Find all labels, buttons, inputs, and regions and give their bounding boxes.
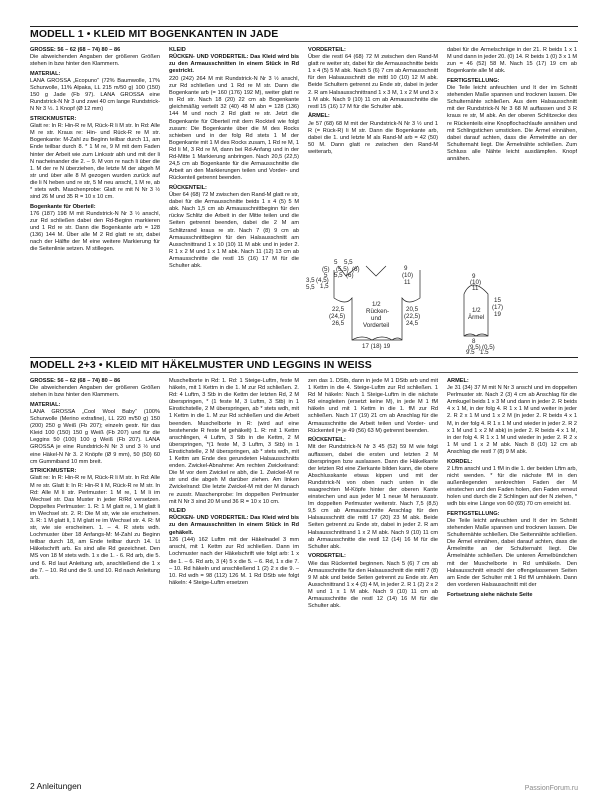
model1-col4 [447, 47, 577, 247]
model1-col3 [308, 47, 438, 165]
sleeve-label-95a: (9,5) [468, 344, 481, 351]
model1-heading: MODELL 1 • KLEID MIT BOGENKANTEN IN JADE [30, 26, 578, 42]
model1-back-text: Über 64 (68) 72 M zwischen den Rand-M glatt re str, dabei für die Armausschnitte beids 1 x 4 (5) 5 M abk. Nach 1,5 cm ab Armausschnittbeginn für den rückw Schlitz die Arbeit in der Mitte teilen und die Seiten getrennt beenden, dabei die 2 M am Schlitzrand kraus re str. Nach 7 (8) 9 cm ab Armausschnittbeginn für den Halsausschnitt am Ausschnittrand 1 x 10 (10) 11 M abk und in jeder 2. R 1 x 2 M und 1 x 1 M abk. Nach 11 (12) 13 cm ab Armausschnitte die restl 15 (16) 17 M für die Schulter abk. [169, 192, 299, 269]
model1-finish-title: FERTIGSTELLUNG: [447, 77, 500, 84]
model1-front-title: VORDERTEIL: [308, 47, 346, 53]
label-half: 1/2 [372, 301, 381, 308]
sleeve-label-9: 9 [472, 273, 476, 280]
model23-finish-text: Die Teile leicht anfeuchten und lt der im Schnitt stehenden Maße spannen und trocknen lassen. Die Schulternähte schließen. Die Seitennähte schließen. Die Ärmel einnähen, dabei darauf achten, dass die Ärmelmitte an der Schulternaht liegt. Die Ärmelnähte schließen. Die unteren Ärmelbündchen mit der Muschelborte in Rd umhäkeln. Den Halsausschnitt einschl der offengelassenen Seiten am Ende der Schulter mit 1 Rd fM umhäkeln. Dann den vorderen Halsausschnitt mit der [447, 517, 577, 588]
model1-kleid-subtitle: RÜCKEN- UND VORDERTEIL: Das Kleid wird bis zu den Armausschnitten in einem Stück in Rd gestrickt. [169, 54, 299, 75]
model1-size-title: GRÖSSE: 56 – 62 (68 – 74) 80 – 86 [30, 47, 121, 53]
model1-stitch-title: STRICKMUSTER: [30, 116, 77, 123]
label-vorderteil: Vorderteil [363, 322, 390, 329]
model1-stitch-text: Glatt re: In R: Hin-R re M, Rück-R li M str. In Rd: Alle M re str. Kraus re: Hin- und Rück-R re M str. Bogenkante: M-Zahl zu Beginn teilbar durch 11, am Ende teilbar durch 8. * 1 M re, 9 M mit dem Faden hinter der Arbeit wie zum Linksstr abh und mit der li N nacheinander die 2. – 9. M von re nach li über die 1. M der re N überziehen, die letzte M der abgeh M str und über alle 8 M gezogen wurden zurück auf die li N heben und re str, 5 M neu anschl, 1 M re, ab * stets wdh. Maschenprobe: Glatt re mit N Nr 3 ½ sind 26 M und 35 R = 10 x 10 cm. [30, 123, 160, 201]
model1-front-text: Über die restl 64 (68) 72 M zwischen den Rand-M glatt re weiter str, dabei für die Armausschnitte beids 1 x 4 (5) 5 M abk. Nach 5 (6) 7 cm ab Armausschnitt für den Halsausschnitt die mittl 10 (10) 12 M abk. Beide Schultern getrennt zu Ende str, dabei in jeder 2. R am Halsausschnittrand 1 x 3 M, 1 x 2 M und 3 x 1 M abk. Nach 9 (10) 11 cm ab Armausschnitte die restl 15 (16) 17 M für die Schulter abk. [308, 54, 438, 110]
label-5c: 5 [324, 272, 328, 279]
model1-size-text: Die abweichenden Angaben der größeren Größen stehen in bzw hinter den Klammern. [30, 54, 160, 68]
label-ruecken: Rücken- [366, 308, 390, 315]
label-245b: 24,5 [406, 320, 419, 327]
model1-bogen-title: Bogenkante für Oberteil: [30, 203, 96, 210]
sleeve-label-19: 19 [494, 311, 501, 318]
model23-kordel-text: 2 Lftm anschl und 1 fM in die 1. der beiden Lftm arb, nicht wenden. * für die nächste fM in den außenliegenden senkrechten Faden der M einstechen und den Faden holen, den Faden erneut holen und durch die 2 Schlingen auf der N ziehen, * wdh bis eine Länge von 60 (65) 70 cm erreicht ist. [447, 465, 577, 508]
model23-col3 [308, 378, 438, 776]
model23-size-title: GRÖSSE: 56 – 62 (68 – 74) 80 – 86 [30, 378, 121, 384]
label-205: 20,5 [406, 306, 419, 313]
model1-col2 [169, 47, 299, 347]
sleeve-label-05: (0,5) [482, 344, 495, 351]
sleeve-label-10: (10) [470, 279, 482, 286]
model23-col1 [30, 378, 160, 776]
model23-heading: MODELL 2+3 • KLEID MIT HÄKELMUSTER UND LEGGINS IN WEISS [30, 357, 578, 373]
model1-sleeve-title: ÄRMEL: [308, 113, 330, 120]
sleeve-label-aermel: Ärmel [468, 314, 485, 321]
model1-bogen-text: 176 (187) 198 M mit Rundstrick-N Nr 3 ½ anschl, zur Rd schließen dabei den Rd-Beginn markieren und 1 Rd re str. Dann die Bogenkante arb = 128 (136) 144 M. Über alle M 2 Rd glatt re str, dabei nach der Hälfte der M eine weitere Markierung für die Seitenlinie setzen. M stillegen. [30, 210, 160, 253]
model1-material-title: MATERIAL: [30, 70, 61, 77]
label-35: 3,5 [306, 277, 315, 284]
label-17a: 17 (18) 19 [362, 343, 391, 350]
model23-kleid-text: 126 (144) 162 Luftm mit der Häkelnadel 3 mm anschl, mit 1 Kettm zur Rd schließen. Dann im Lochmuster nach der Häkelschrift wie folgt arb: 1 x die 1. – 6. Rd arb, 3 (4) 5 x die 5. – 6. Rd, 1 x die 7. – 10. Rd häkeln und anschließend 1 (2) 2 x die 9. – 10. Rd wdh = 98 (112) 126 M. 1 Rd DStb wie folgt häkeln: 4 Steige-Luftm ersetzen [169, 537, 299, 586]
schnitt-body-diagram [306, 258, 436, 350]
model23-sleeve-title: ÄRMEL: [447, 378, 469, 384]
model23-front-title: VORDERTEIL: [308, 553, 346, 560]
label-15a: 1,5 [320, 283, 329, 290]
model23-columns [30, 378, 578, 776]
model23-stitch-title: STRICKMUSTER: [30, 468, 77, 475]
model23-back-text: Mit der Rundstrick-N Nr 3 45 (52) 59 M wie folgt auffassen, dabei die ersten und letzten 2 M überspringen bzw auslassen. Dann die Häkelkante der letzten Rd eine Zierkante bilden kann, die obere Abschlusskante etwas kippen und mit der Rundstrick-N von oben nach unten in die waagrechten M-Köpfe hinter der oberen Kante einstechen und aus jeder M 1 neue M heraussstr. Im doppelten Perlmuster weiterstr. Nach 7,5 (8,5) 9,5 cm ab Armausschnitte Anschlag für den Halsausschnitt die mittl 17 (20) 23 M abk. Beide Seiten getrennt zu Ende str, dabei in jeder 2. R am Halsausschnittrand 1 x 2 M abk. Nach 9 (10) 11 cm ab Armausschnitte die restl 12 (14) 16 M für die Schulter abk. [308, 444, 438, 550]
model1-back-title: RÜCKENTEIL: [169, 184, 207, 191]
label-10a: (10) [402, 272, 414, 279]
model1-kleid-title: KLEID [169, 47, 186, 53]
label-5a: 5 [334, 259, 338, 266]
label-5b: (5) [322, 266, 330, 273]
model23-col4 [447, 378, 577, 776]
model23-continue: Fortsetzung siehe nächste Seite [447, 591, 533, 598]
model23-material-title: MATERIAL: [30, 401, 61, 408]
model23-size-text: Die abweichenden Angaben der größeren Größen stehen in bzw hinter den Klammern. [30, 385, 160, 399]
model23-stitch-text: Glatt re: In R: Hin-R re M, Rück-R li M str. In Rd: Alle M re str. Glatt li: In R: Hin-R li M, Rück-R re M str. In Rd: Alle M li str. Perlmuster: 1 M re, 1 M li im Wechsel str. Das Muster in jeder R/Rd versetzen. Doppeltes Perlmuster: 1. R: 1 M glatt re, 1 M glatt li im Wechsel str. 2. R: Die M str, wie sie erscheinen. 3. R: 1 M glatt li, 1 M glatt re im Wechsel str. 4. R: M str, wie sie erscheinen. 1. – 4. R stets wdh. Lochmuster über 18 Anfangs-M: M-Zahl zu Beginn teilbar durch 18, am Ende teilbar durch 14. Lt Häkelschrift arb. Es sind alle Rd gezeichnet. Den MS von 18 M stets wdh. 1 x die 1. - 6. Rd arb, die 5. und 6. Rd laut Anleitung arb, anschließend die 1 x die 7. – 10. Rd und die 9. und 10. Rd nach Anleitung arb. [30, 475, 160, 581]
watermark: PassionForum.ru [524, 785, 578, 792]
label-55c: 5,5 [334, 272, 343, 279]
label-55b: (5,5) [336, 266, 349, 273]
model23-back-title: RÜCKENTEIL: [308, 437, 346, 444]
label-11a: 11 [404, 279, 411, 286]
label-225b: (22,5) [404, 313, 421, 320]
sleeve-label-15b: 1,5 [480, 349, 489, 354]
label-55d: 5,5 [306, 284, 315, 291]
model1-finish-text: Die Teile leicht anfeuchten und lt der im Schnitt stehenden Maße spannen und trocknen lassen. Die Schulternähte schließen. Aus dem Halsausschnitt mit der Rundstrick-N Nr 3 68 M auffassen und 3 R kraus re str, M abk. An der oberen Schlitzecke des re Rückenteils eine Knopflochschlaufe annähen und mit Schlingstichen umsticken. Die Ärmel einnähen, dabei darauf achten, dass die Ärmelmitte an der Schulternaht liegt. Die Ärmelnähte schließen. Zum Schluss alle Nähte leicht ausdämpfen. Knopf annähen. [447, 85, 577, 162]
schnitt-sleeve-diagram [436, 272, 522, 354]
label-6a: (6) [352, 266, 360, 273]
model23-material-text: LANA GROSSA „Cool Wool Baby“ (100% Schurwolle (Merino extrafine), LL 220 m/50 g) 150 (200) 250 g Weiß (Fb 207); einzeln gestr. für das Kleid 100 (150) 150 g Weiß (Fb 207) und für die Leggins 50 (100) 100 g Weiß (Fb 207). LANA GROSSA je eine Rundstrick-N Nr 3 und 3 ½ und eine Häkel-N Nr 3. 2 Knöpfe (Ø 9 mm), 50 (50) 60 cm Gummiband 10 mm breit. [30, 408, 160, 465]
sleeve-label-8: 8 [472, 338, 476, 345]
label-9a: 9 [404, 265, 408, 272]
sleeve-label-15: 15 [494, 297, 501, 304]
sleeve-label-17: (17) [492, 304, 504, 311]
model1-col1 [30, 47, 160, 347]
model23-sleeve-text: Je 31 (34) 37 M mit N Nr 3 anschl und im doppelten Perlmuster str. Nach 2 (3) 4 cm ab Anschlag für die Armkugel beids 1 x 3 M und dann in jeder 2. R beids 4 x 1 M, in der folg 4. R 1 x 1 M und weiter in jeder 2. R 2 x 1 M und 1 x 2 M (in jeder 2. R beids 4 x 1 M, in der folg 4. R 1 x 1 M und wieder in jeder 2. R 2 x 1 M und 1 x 2 M abk) in jeder 2. R beids 4 x 1 M, in der folg 4. R 1 x 1 M und wieder in jeder 2. R 2 x 1 M und 1 x 2 M abk. Nach 8 (10) 12 cm ab Anschlag die restl 7 (8) 9 M abk. [447, 385, 577, 455]
page-label: Anleitungen [36, 781, 82, 791]
label-55a: 5,5 [344, 259, 353, 266]
model1-kleid-text: 220 (242) 264 M mit Rundstrick-N Nr 3 ½ anschl, zur Rd schließen und 1 Rd re M str. Dann die Bogenkante arb (= 160 (176) 192 M), weiter glatt re in Rd str. Nach 18 (20) 22 cm ab Bogenkante gleichmäßig verteilt 32 (40) 48 M abn = 128 (136) 144 M und noch 2 Rd glatt re str. Jetzt die Bogenkante für Oberteil mit dem Rockteil wie folgt zusam: Die Bogenkante über die M des Rocks schieben und in der folg Rd stets 1 M der Bogenkante mit 1 M des Rocks zusam, 1 Rd re M, 1 Rd li M, 3 Rd re M, dann bei Rd-Anfang und in der Rd-Mitte 1 Markierung anbringen. Nach 20,5 (22,5) 24,5 cm ab Bogenkante für die Armausschnitte die Arbeit an den Markierungen teilen und Vorder- und Rückenteil getrennt beenden. [169, 75, 299, 182]
sleeve-label-11: 11 [472, 285, 479, 292]
model1-material-text: LANA GROSSA „Ecopuno“ (72% Baumwolle, 17% Schurwolle, 11% Alpaka, LL 215 m/50 g) 100 (150) 150 g Jade (Fb 97). LANA GROSSA eine Rundstrick-N Nr 3 und zwei 40 cm lange Rundstrick-N Nr 3 ½. 1 Knopf (Ø 12 mm) [30, 77, 160, 113]
label-und: und [371, 315, 382, 322]
page-number: 2 [30, 781, 35, 791]
label-245: (24,5) [329, 313, 346, 320]
label-6b: (6) [346, 272, 354, 279]
model1-col4-text: dabei für die Ärmelschräge in der 21. R beids 1 x 1 M und dann in jeder 20. (0) 14. R beids 1 (0) 3 x 1 M zun = 46 (52) 58 M. Nach 15 (17) 19 cm ab Bogenkante alle M abk. [447, 47, 577, 75]
label-45: (4,5) [316, 277, 329, 284]
model23-finish-title: FERTIGSTELLUNG: [447, 510, 500, 517]
model23-col3-text: zen das 1. DStb, dann in jede M 1 DStb arb und mit 1 Kettm in die 4. Steige-Luftm zur Rd schließen. 1 Rd M häkeln: Nach 1 Steige-Luftm in die nächste Rd einsgleiten (ersetzt keine M), in jede M 1 fM häkeln und mit 1 Kettm in die 1. fM zur Rd schließen. Nach 17 (19) 21 cm ab Anschlag für die Armausschnitte die Arbeit teilen und Vorder- und Rückenteil (= je 49 (56) 63 M) getrennt beenden. [308, 378, 438, 434]
sleeve-label-95b: 9,5 [466, 349, 475, 354]
page-footer [30, 781, 82, 791]
model23-kordel-title: KORDEL: [447, 458, 473, 465]
sleeve-label-half: 1/2 [472, 307, 481, 314]
model23-front-text: Wie das Rückenteil beginnen. Nach 5 (6) 7 cm ab Armausschnitte für den Halsausschnitt die mittl 7 (8) 9 M abk und beide Seiten getrennt zu Ende str. Am Ausschnittrand 1 x 4 (3) 4 M, in jeder 2. R 1 (2) 2 x 2 M und 1 x 1 M abk. Nach 9 (10) 11 cm ab Armausschnitte die restl 12 (14) 16 M für die Schulter abk. [308, 560, 438, 610]
model23-col2 [169, 378, 299, 776]
model23-kleid-title: KLEID [169, 508, 186, 515]
label-225: 22,5 [332, 306, 345, 313]
model23-kleid-subtitle: RÜCKEN- UND VORDERTEIL: Das Kleid wird bis zu den Armausschnitten in einem Stück in Rd gehäkelt. [169, 515, 299, 536]
label-265: 26,5 [332, 320, 345, 327]
model1-sleeve-text: Je 57 (68) 68 M mit der Rundstrick-N Nr 3 ½ und 1 R (= Rück-R) li M str. Dann die Bogenkante arb, dabei die 1. und letzte M als Rand-M arb = 42 (50) 50 M. Dann glatt re zwischen den Rand-M weiterarb, [308, 120, 438, 155]
model23-col2-text: Muschelborte in Rd: 1. Rd: 1 Steige-Luftm, feste M häkeln, mit 1 Kettm in die 1. M zur Rd schließen. 2. Rd: 4 Luftm, 3 Stb in die Kettm der letzten Rd, 2 M überspringen, * (1 feste M, 3 Luftm, 3 Stb) in 1 Einstichstelle, 2 M überspringen, ab * stets wdh, mit 1 Kettm in die 1. M zur Rd schließen und die Arbeit beenden. Muschelborte in R: (wird auf eine bestehende R feste M gehäkelt) 1. R: mit 1 Kettm anschlingen, 4 Luftm, 3 Stb in die Kettm, 2 M überspringen, *(1 feste M, 3 Luftm, 3 Stb) in 1 Einstichstelle, 2 M überspringen, ab * stets wdh, mit 1 Kettm am Ende des gerundeten Halsausschnitts enden. Zwickel-Abnahme: Am rechten Zwickelrand: Die M vor dem Zwickel re abh, die 1. Zwickel-M re str und die abgeh M darüber ziehen. Am linken Zwickelrand: Die letzte Zwickel-M mit der M danach re zusstr. Maschenprobe: Im doppelten Perlmuster mit N Nr 3 sind 20 M und 36 R = 10 x 10 cm. [169, 378, 299, 505]
